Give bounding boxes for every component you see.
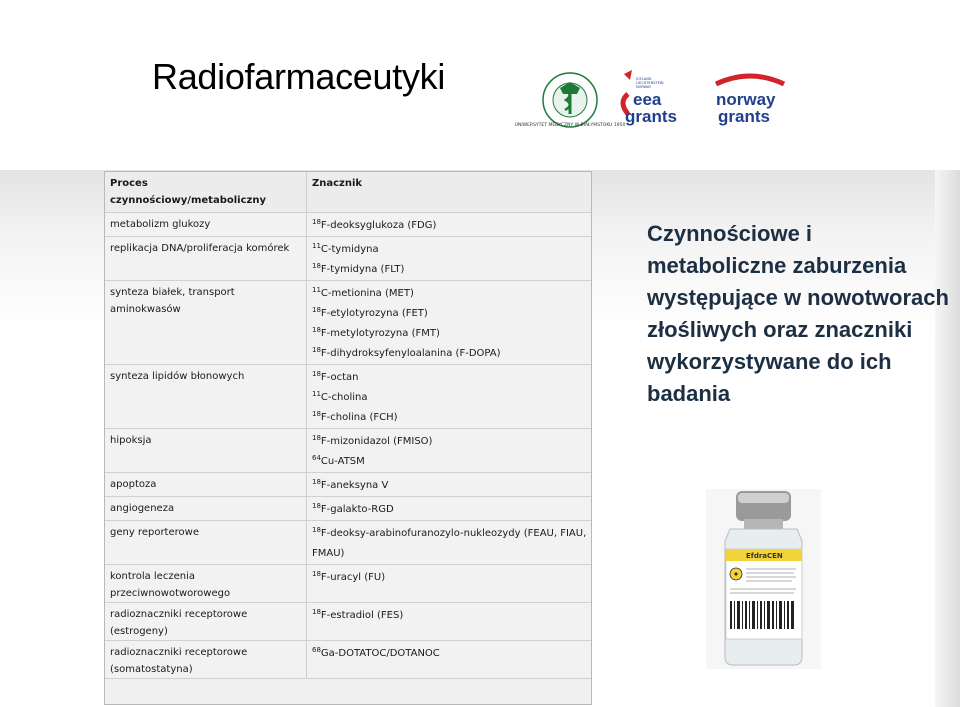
- header-process: Proces czynnościowy/metaboliczny: [105, 172, 307, 213]
- tracer-name: F-octan: [320, 372, 359, 383]
- logos: [514, 70, 800, 130]
- isotope-mass-number: 18: [312, 502, 321, 510]
- table-row: [105, 365, 591, 429]
- table-header-row: [105, 172, 591, 213]
- table-row: [105, 429, 591, 473]
- process-cell: radioznaczniki receptorowe (estrogeny): [105, 603, 307, 641]
- tracer-item: [312, 408, 587, 428]
- tracer-cell: [307, 521, 591, 565]
- isotope-mass-number: 18: [312, 370, 321, 378]
- tracer-cell: [307, 603, 591, 641]
- tracer-name: F-dihydroksyfenyloalanina (F-DOPA): [320, 348, 501, 359]
- seal-text: UNIWERSYTET MEDYCZNY W BIAŁYMSTOKU 1950: [514, 123, 626, 128]
- tracer-cell: [307, 565, 591, 603]
- isotope-mass-number: 18: [312, 526, 321, 534]
- tracer-cell: [307, 237, 591, 281]
- tracer-name: F-metylotyrozyna (FMT): [320, 328, 440, 339]
- isotope-mass-number: 18: [312, 608, 321, 616]
- tracer-table-container: [104, 171, 592, 705]
- svg-text:NORWAY: NORWAY: [636, 85, 652, 89]
- tracer-name: C-tymidyna: [320, 244, 379, 255]
- table-row: [105, 473, 591, 497]
- table-row: [105, 497, 591, 521]
- tracer-name: F-aneksyna V: [320, 480, 389, 491]
- isotope-mass-number: 18: [312, 570, 321, 578]
- tracer-item: [312, 344, 587, 364]
- vial-brand: EfdraCEN: [746, 552, 783, 560]
- isotope-mass-number: 18: [312, 478, 321, 486]
- tracer-name: F-estradiol (FES): [320, 610, 404, 621]
- table-row: [105, 641, 591, 679]
- tracer-cell: [307, 281, 591, 365]
- process-cell: replikacja DNA/proliferacja komórek: [105, 237, 307, 281]
- table-row: [105, 521, 591, 565]
- isotope-mass-number: 18: [312, 434, 321, 442]
- isotope-mass-number: 11: [312, 242, 321, 250]
- eea-grants-logo: [623, 70, 677, 126]
- tracer-cell: [307, 213, 591, 237]
- page-title: Radiofarmaceutyki: [152, 56, 446, 97]
- process-cell: synteza białek, transport aminokwasów: [105, 281, 307, 365]
- tracer-item: [312, 452, 587, 472]
- tracer-name: F-uracyl (FU): [320, 572, 386, 583]
- table-row: [105, 237, 591, 281]
- process-cell: metabolizm glukozy: [105, 213, 307, 237]
- tracer-item: [312, 500, 587, 520]
- isotope-mass-number: 18: [312, 326, 321, 334]
- svg-text:grants: grants: [718, 107, 770, 126]
- svg-text:ICELAND: ICELAND: [636, 77, 652, 81]
- isotope-mass-number: 11: [312, 390, 321, 398]
- table-row: [105, 565, 591, 603]
- isotope-mass-number: 18: [312, 218, 321, 226]
- tracer-table: [105, 172, 591, 679]
- radiopharmaceutical-vial-image: [706, 489, 821, 669]
- isotope-mass-number: 18: [312, 410, 321, 418]
- tracer-name: F-tymidyna (FLT): [320, 264, 405, 275]
- tracer-name: Ga-DOTATOC/DOTANOC: [320, 648, 440, 659]
- header-tracer: Znacznik: [307, 172, 591, 213]
- isotope-mass-number: 18: [312, 306, 321, 314]
- svg-text:norway: norway: [716, 90, 776, 109]
- tracer-cell: [307, 365, 591, 429]
- tracer-item: [312, 476, 587, 496]
- tracer-item: [312, 568, 587, 588]
- tracer-cell: [307, 429, 591, 473]
- isotope-mass-number: 18: [312, 346, 321, 354]
- tracer-name: C-metionina (MET): [320, 288, 414, 299]
- table-row: [105, 281, 591, 365]
- tracer-item: [312, 606, 587, 626]
- tracer-name: F-galakto-RGD: [320, 504, 394, 515]
- header-bar: [0, 0, 960, 170]
- tracer-item: [312, 304, 587, 324]
- tracer-name: F-deoksyglukoza (FDG): [320, 220, 437, 231]
- tracer-cell: [307, 497, 591, 521]
- tracer-item: [312, 240, 587, 260]
- isotope-mass-number: 68: [312, 646, 321, 654]
- table-row: [105, 213, 591, 237]
- tracer-name: C-cholina: [320, 392, 368, 403]
- tracer-name: F-cholina (FCH): [320, 412, 398, 423]
- process-cell: apoptoza: [105, 473, 307, 497]
- tracer-item: [312, 388, 587, 408]
- process-cell: angiogeneza: [105, 497, 307, 521]
- process-cell: synteza lipidów błonowych: [105, 365, 307, 429]
- tracer-item: [312, 368, 587, 388]
- table-row: [105, 603, 591, 641]
- process-cell: geny reporterowe: [105, 521, 307, 565]
- tracer-item: [312, 216, 587, 236]
- tracer-item: [312, 524, 587, 564]
- description-text: Czynnościowe i metaboliczne zaburzenia występujące w nowotworach złośliwych oraz znaczniki wykorzystywane do ich badania: [647, 221, 949, 406]
- svg-text:grants: grants: [625, 107, 677, 126]
- tracer-item: [312, 324, 587, 344]
- isotope-mass-number: 11: [312, 286, 321, 294]
- process-cell: hipoksja: [105, 429, 307, 473]
- isotope-mass-number: 18: [312, 262, 321, 270]
- table-body: [105, 213, 591, 679]
- process-cell: radioznaczniki receptorowe (somatostatyna): [105, 641, 307, 679]
- norway-grants-logo: [716, 76, 784, 126]
- isotope-mass-number: 64: [312, 454, 321, 462]
- tracer-cell: [307, 473, 591, 497]
- tracer-name: F-etylotyrozyna (FET): [320, 308, 428, 319]
- tracer-item: [312, 644, 587, 664]
- tracer-item: [312, 260, 587, 280]
- tracer-name: F-mizonidazol (FMISO): [320, 436, 433, 447]
- tracer-name: Cu-ATSM: [320, 456, 365, 467]
- tracer-item: [312, 284, 587, 304]
- tracer-cell: [307, 641, 591, 679]
- tracer-item: [312, 432, 587, 452]
- process-cell: kontrola leczenia przeciwnowotworowego: [105, 565, 307, 603]
- tracer-name: F-deoksy-arabinofuranozylo-nukleozydy (FEAU, FIAU, FMAU): [312, 528, 587, 559]
- svg-text:eea: eea: [633, 90, 662, 109]
- svg-text:LIECHTENSTEIN: LIECHTENSTEIN: [636, 81, 664, 85]
